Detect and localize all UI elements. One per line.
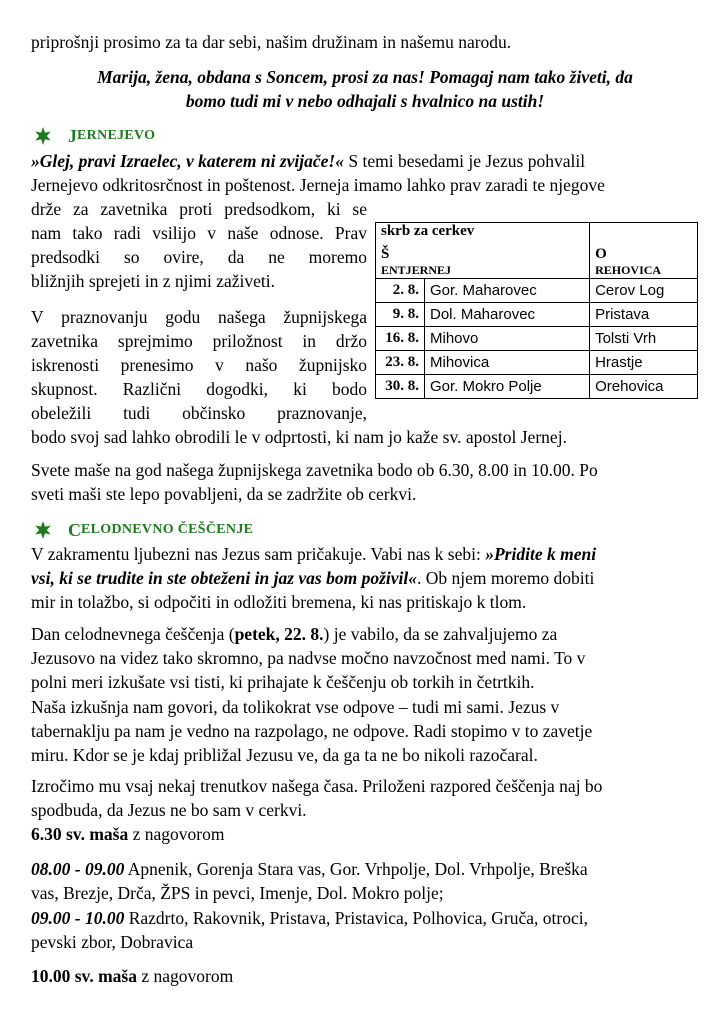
text-run: z nagovorom [128, 824, 225, 844]
jernejevo-heading-initial: J [68, 125, 77, 146]
jernejevo-heading [34, 124, 155, 148]
cescenje-p2-line-1 [31, 622, 557, 646]
text-run: z nagovorom [136, 966, 234, 986]
intro-line: priprošnji prosimo za ta dar sebi, našim družinam in našemu narodu. [31, 32, 512, 52]
schedule-time: 09.00 - 10.00 [31, 908, 125, 928]
schedule-time: 08.00 - 09.00 [31, 859, 125, 879]
wrap-line: drže za zavetnika proti predsodkom, ki se [31, 199, 367, 219]
masses-line-1: Svete maše na god našega župnijskega zavetnika bodo ob 6.30, 8.00 in 10.00. Po [31, 460, 598, 480]
table-cell-sentjernej: Mihovo [425, 327, 590, 351]
table-date: 16. 8. [376, 327, 425, 351]
table-header-sentjernej [376, 223, 590, 279]
jernejevo-line-1 [31, 149, 699, 173]
text-run: V zakramentu ljubezni nas Jezus sam pričakuje. Vabi nas k sebi: [31, 544, 486, 564]
text-run: ) je vabilo, da se zahvaljujemo za [323, 624, 558, 644]
adoration-date: petek, 22. 8. [234, 624, 324, 644]
cescenje-p2-line-3: polni meri izkušate vsi tisti, ki prihajate k češčenju ob torkih in četrtkih. [31, 672, 535, 692]
cescenje-p3-line-3: miru. Kdor se je kdaj približal Jezusu ve, da ga ta ne bo nikoli razočaral. [31, 745, 538, 765]
table-row [376, 327, 698, 351]
schedule-time: 6.30 sv. maša [31, 824, 129, 844]
col2-header: O REHOVICA [595, 246, 662, 277]
schedule-mass-1000 [31, 964, 233, 988]
schedule-mass-0630 [31, 822, 224, 846]
table-cell-sentjernej: Gor. Maharovec [425, 279, 590, 303]
table-row [376, 351, 698, 375]
jernejevo-line-1-rest: S temi besedami je Jezus pohvalil [344, 151, 586, 171]
schedule-0800-line-1 [31, 857, 588, 881]
table-date: 30. 8. [376, 375, 425, 399]
table-row [376, 279, 698, 303]
invitation-quote: vsi, ki se trudite in ste obteženi in jaz vas bom poživil« [31, 568, 417, 588]
cescenje-p1-line-1 [31, 542, 596, 566]
text-run: . Ob njem moremo dobiti [416, 568, 595, 588]
cescenje-heading-rest: ELODNEVNO ČEŠČENJE [81, 522, 254, 537]
jernejevo-wrapped-paragraph [31, 197, 367, 293]
cescenje-heading [34, 518, 253, 542]
prayer-line-2: bomo tudi mi v nebo odhajali s hvalnico na ustih! [185, 91, 545, 111]
table-date: 2. 8. [376, 279, 425, 303]
wrap-line: obeležili tudi občinsko praznovanje, [31, 403, 367, 423]
wrap-line: nam tako radi vsilijo v naše odnose. Prav [31, 223, 367, 243]
wrap-line: predsodki so ovire, da ne moremo [31, 247, 367, 267]
table-header-row [376, 223, 698, 279]
schedule-0800-line-2: vas, Brezje, Drča, ŽPS in pevci, Imenje, Dol. Mokro polje; [31, 883, 444, 903]
jernejevo-line-2: Jernejevo odkritosrčnost in poštenost. Jerneja imamo lahko prav zaradi te njegove [31, 175, 605, 195]
table-cell-orehovica: Pristava [590, 303, 698, 327]
schedule-0900-line-2: pevski zbor, Dobravica [31, 932, 194, 952]
cescenje-p3-line-2: tabernaklju pa nam je vedno na razpolago, ne odpove. Radi stopimo v to zavetje [31, 721, 593, 741]
schedule-time: 10.00 sv. maša [31, 966, 137, 986]
jernejevo-heading-rest: ERNEJEVO [77, 128, 156, 143]
cescenje-p2-line-2: Jezusovo na videz tako skromno, pa nadvse močno navzočnost med nami. To v [31, 648, 586, 668]
wrap-line: zavetnika sprejmimo priložnost in držo [31, 331, 367, 351]
text-run: Dan celodnevnega češčenja ( [31, 624, 235, 644]
schedule-0900-line-1 [31, 906, 588, 930]
text-run: Razdrto, Rakovnik, Pristava, Pristavica, Polhovica, Gruča, otroci, [124, 908, 588, 928]
jernejevo-paragraph-2-end: bodo svoj sad lahko obrodili le v odprtosti, ki nam jo kaže sv. apostol Jernej. [31, 427, 567, 447]
wrap-line: bližnjih sprejeti in z njimi zaživeti. [31, 271, 275, 291]
text-run: Apnenik, Gorenja Stara vas, Gor. Vrhpolje, Dol. Vrhpolje, Breška [124, 859, 588, 879]
masses-line-2: sveti maši ste lepo povabljeni, da se zadržite ob cerkvi. [31, 484, 417, 504]
table-row [376, 375, 698, 399]
wrap-line: V praznovanju godu našega župnijskega [31, 307, 367, 327]
table-caption: skrb za cerkev [381, 223, 475, 239]
table-cell-sentjernej: Mihovica [425, 351, 590, 375]
invitation-quote: »Pridite k meni [485, 544, 597, 564]
jernejevo-quote: »Glej, pravi Izraelec, v katerem ni zvijače!« [31, 151, 344, 171]
cescenje-heading-initial: C [68, 519, 81, 540]
prayer-line-1: Marija, žena, obdana s Soncem, prosi za nas! Pomagaj nam tako živeti, da [97, 67, 633, 87]
table-cell-orehovica: Cerov Log [590, 279, 698, 303]
wrap-line: skupnost. Različni dogodki, ki bodo [31, 379, 367, 399]
church-care-table [375, 222, 698, 399]
jernejevo-paragraph-2 [31, 305, 367, 425]
cescenje-p4-line-2: spodbuda, da Jezus ne bo sam v cerkvi. [31, 800, 307, 820]
cescenje-p1-line-3: mir in tolažbo, si odpočiti in odložiti bremena, ki nas pritiskajo k tlom. [31, 592, 527, 612]
cescenje-p3-line-1: Naša izkušnja nam govori, da tolikokrat vse odpove – tudi mi sami. Jezus v [31, 697, 560, 717]
cescenje-p1-line-2 [31, 566, 594, 590]
table-cell-orehovica: Orehovica [590, 375, 698, 399]
table-row [376, 303, 698, 327]
col1-header: Š ENTJERNEJ [381, 246, 452, 277]
table-cell-sentjernej: Gor. Mokro Polje [425, 375, 590, 399]
table-cell-sentjernej: Dol. Maharovec [425, 303, 590, 327]
cescenje-p4-line-1: Izročimo mu vsaj nekaj trenutkov našega časa. Priloženi razpored češčenja naj bo [31, 776, 603, 796]
table-header-orehovica [590, 223, 698, 279]
table-cell-orehovica: Tolsti Vrh [590, 327, 698, 351]
wrap-line: iskrenosti prenesimo v našo župnijsko [31, 355, 367, 375]
table-date: 9. 8. [376, 303, 425, 327]
star-icon [34, 521, 52, 539]
table-cell-orehovica: Hrastje [590, 351, 698, 375]
star-icon [34, 127, 52, 145]
table-date: 23. 8. [376, 351, 425, 375]
